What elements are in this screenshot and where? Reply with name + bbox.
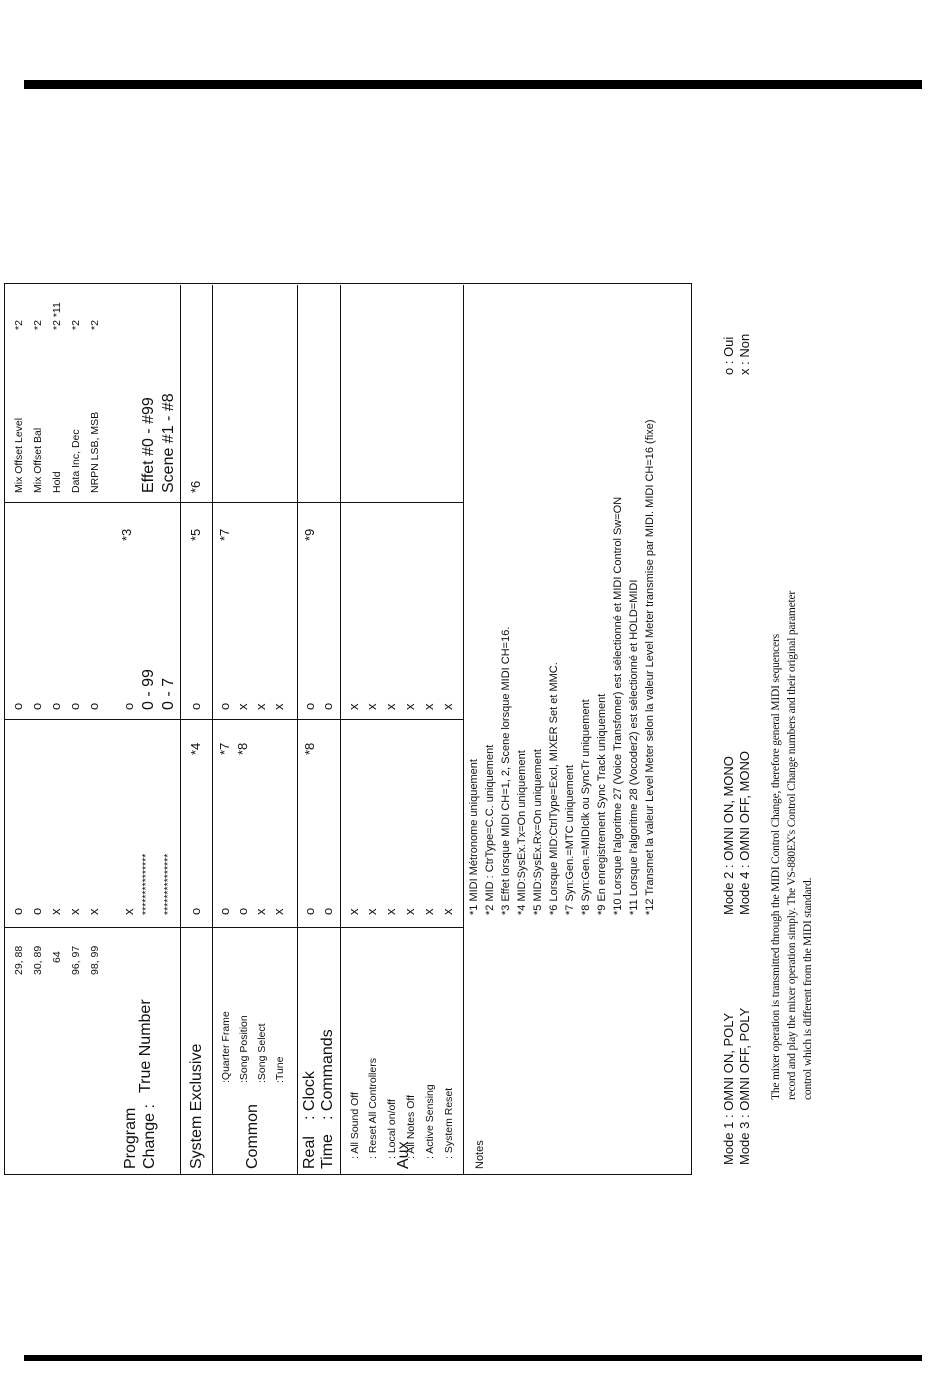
legend-x: x : Non (737, 333, 752, 375)
common-item: :Song Position (238, 1015, 250, 1083)
cc-num: 98, 99 (89, 945, 101, 975)
aux-tx: x (440, 908, 455, 915)
change-label: Change : (141, 1104, 158, 1169)
note-line: *4 MID:SysEx.Tx=On uniquement (516, 750, 528, 915)
common-label: Common (244, 1104, 261, 1169)
note-line: *11 Lorsque l'algoritme 28 (Vocoder2) est sélectionné et HOLD=MIDI (628, 579, 640, 915)
common-item: :Quarter Frame (220, 1011, 232, 1083)
note-line: *2 MID : CtrType=C.C. uniquement (484, 744, 496, 915)
aux-rx: x (346, 703, 361, 710)
note-line: *8 Syn:Gen.=MIDIclk ou SyncTr uniquement (580, 699, 592, 915)
common-item: :Tune (274, 1056, 286, 1083)
aux-tx: x (402, 908, 417, 915)
cc-tx: x (86, 908, 101, 915)
cc-note: *2 (89, 320, 101, 330)
commands-label: : Commands (319, 1029, 336, 1120)
cc-note: *2 (32, 320, 44, 330)
aux-item: : System Reset (443, 1087, 455, 1159)
sysex-rx-note: *5 (188, 528, 203, 541)
cc-num: 64 (51, 951, 63, 963)
note-line: *12 Transmet la valeur Level Meter selon la valeur Level Meter transmise par MIDI. MIDI CH=16 (fixe) (644, 419, 656, 915)
aux-tx: x (364, 908, 379, 915)
note-line: *7 Syn:Gen.=MTC uniquement (564, 764, 576, 915)
cc-note: *2 *11 (51, 302, 63, 330)
common-rx: x (235, 703, 250, 710)
common-rx: o (217, 702, 232, 710)
pc-remark2: Scene #1 - #8 (160, 393, 177, 493)
cc-remark: Data Inc, Dec (70, 429, 82, 493)
pc-tx-true: *************** (140, 853, 152, 915)
common-tx-note2: *8 (235, 742, 250, 755)
common-rx: x (253, 703, 268, 710)
footer-line: record and play the mixer operation simply. The VS-880EX's Control Change numbers and their original parameter (786, 590, 798, 1100)
note-line: *10 Lorsque l'algoritme 27 (Voice Transfomer) est sélectionné et MIDI Control Sw=ON (612, 496, 624, 915)
note-line: *5 MID:SysEx.Rx=On uniquement (532, 749, 544, 915)
legend-o: o : Oui (721, 336, 736, 375)
cc-num: 30, 89 (32, 945, 44, 975)
common-rx-note: *7 (217, 528, 232, 541)
cc-tx: x (67, 908, 82, 915)
rt-rx: o (302, 702, 317, 710)
sysex-tx: o (188, 907, 203, 915)
aux-tx: x (421, 908, 436, 915)
cc-rx: o (67, 702, 82, 710)
aux-item: : Active Sensing (424, 1084, 436, 1159)
cc-remark: Mix Offset Bal (32, 427, 44, 493)
aux-rx: x (364, 703, 379, 710)
aux-tx: x (383, 908, 398, 915)
rt-tx-note: *8 (302, 742, 317, 755)
real-label: Real (301, 1136, 318, 1169)
note-line: *1 MIDI Métronome uniquement (468, 759, 480, 915)
aux-tx: x (346, 908, 361, 915)
pc-rx-range: 0 - 99 (140, 669, 157, 710)
rt-rx: o (320, 702, 335, 710)
clock-label: : Clock (301, 1071, 318, 1120)
footer-note (770, 340, 870, 1100)
common-tx: x (253, 908, 268, 915)
pc-rx-note: *3 (119, 528, 134, 541)
note-line: *9 En enregistrement Sync Track uniquement (596, 693, 608, 915)
sysex-label: System Exclusive (188, 1043, 205, 1169)
true-number-label: True Number (137, 999, 154, 1093)
cc-remark: Hold (51, 471, 63, 493)
mode-2: Mode 2 : OMNI ON, MONO (721, 756, 736, 915)
rt-tx: o (302, 907, 317, 915)
cc-num: 29, 88 (13, 945, 25, 975)
cc-num: 96, 97 (70, 945, 82, 975)
aux-rx: x (421, 703, 436, 710)
mode-3: Mode 3 : OMNI OFF, POLY (737, 1007, 752, 1165)
pc-remark1: Effet #0 - #99 (140, 397, 157, 493)
cc-note: *2 (13, 320, 25, 330)
aux-label: Aux (395, 1141, 412, 1169)
common-item: :Song Select (256, 1023, 268, 1083)
note-line: *6 Lorsque MID:CtrlType=Excl, MIXER Set et MMC. (548, 662, 560, 915)
cc-tx: o (29, 907, 44, 915)
cc-rx: o (10, 702, 25, 710)
aux-item: : Local on/off (386, 1099, 398, 1159)
aux-rx: x (383, 703, 398, 710)
midi-implementation-chart (0, 285, 760, 1175)
cc-rx: o (29, 702, 44, 710)
cc-rx: o (86, 702, 101, 710)
cc-tx: o (10, 907, 25, 915)
footer-line: The mixer operation is transmitted through the MIDI Control Change, therefore general MIDI sequencers (770, 634, 782, 1100)
cc-rx: o (48, 702, 63, 710)
mode-4: Mode 4 : OMNI OFF, MONO (737, 751, 752, 915)
common-tx: o (235, 907, 250, 915)
program-label: Program (122, 1107, 139, 1169)
top-rule (24, 80, 922, 89)
cc-remark: Mix Offset Level (13, 417, 25, 493)
time-label: Time (319, 1134, 336, 1169)
sysex-rx: o (188, 702, 203, 710)
common-rx: x (271, 703, 286, 710)
pc-tx: x (121, 908, 136, 915)
sysex-tx-note: *4 (188, 742, 203, 755)
rt-tx: o (320, 907, 335, 915)
common-tx: o (217, 907, 232, 915)
sysex-remark: *6 (188, 480, 203, 493)
mode-1: Mode 1 : OMNI ON, POLY (721, 1012, 736, 1165)
common-tx-note1: *7 (217, 742, 232, 755)
footer-line: control which is different from the MIDI standard. (802, 877, 814, 1100)
aux-rx: x (440, 703, 455, 710)
notes-label: Notes (474, 1140, 486, 1169)
common-tx: x (271, 908, 286, 915)
aux-item: : All Notes Off (405, 1095, 417, 1159)
pc-rx-true: 0 - 7 (160, 677, 177, 710)
cc-tx: x (48, 908, 63, 915)
bottom-rule (24, 1355, 922, 1361)
note-line: *3 Effet lorsque MIDI CH=1, 2, Scene lorsque MIDI CH=16. (500, 626, 512, 915)
cc-note: *2 (70, 320, 82, 330)
aux-item: : Reset All Controllers (367, 1058, 379, 1159)
aux-rx: x (402, 703, 417, 710)
aux-item: : All Sound Off (349, 1092, 361, 1159)
pc-rx: o (121, 702, 136, 710)
rt-rx-note: *9 (302, 528, 317, 541)
pc-tx-true2: *************** (162, 853, 174, 915)
cc-remark: NRPN LSB, MSB (89, 411, 101, 493)
